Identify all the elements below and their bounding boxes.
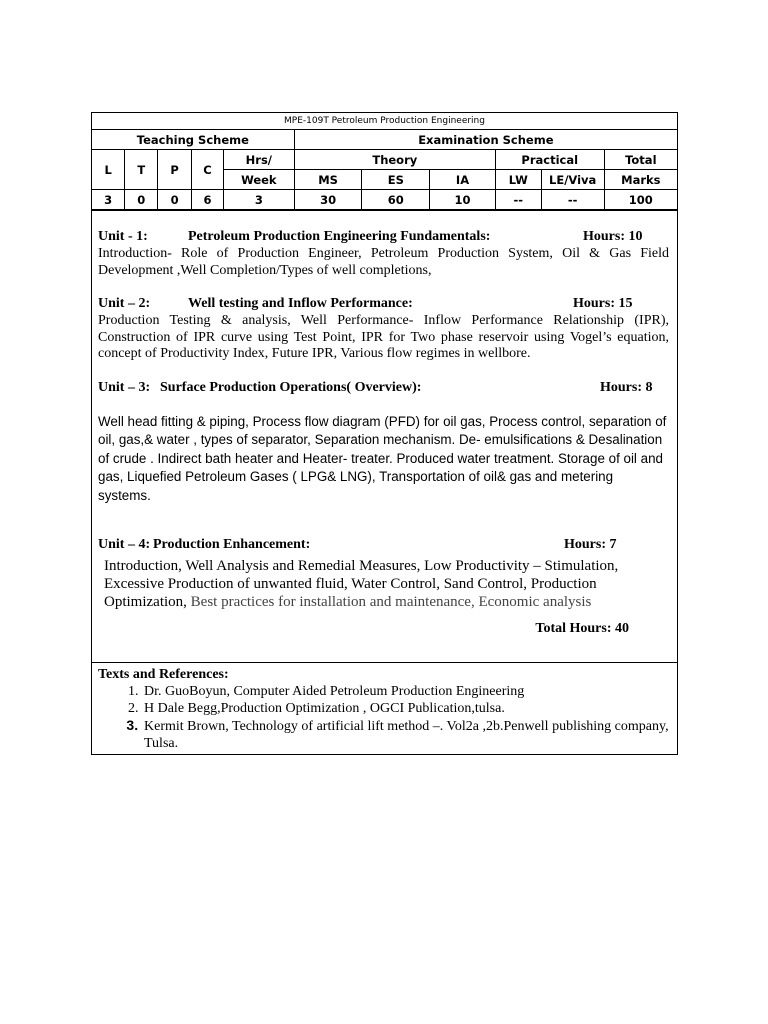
course-title: MPE-109T Petroleum Production Engineering bbox=[92, 113, 677, 130]
col-le-viva: LE/Viva bbox=[541, 170, 604, 190]
examination-scheme-header: Examination Scheme bbox=[294, 130, 677, 150]
unit-title: Surface Production Operations( Overview): bbox=[160, 379, 422, 395]
unit-label: Unit – 3: bbox=[98, 379, 151, 395]
unit-1-body: Introduction- Role of Production Engineer, Petroleum Production System, Oil & Gas Field Development ,Well Completion/Types of well completions, bbox=[98, 246, 669, 278]
unit-4-text: Introduction, Well Analysis and Remedial Measures, Low Productivity – Stimulation, Excessive Production of unwanted fluid, Water Control, Sand Control, Production Optimization, bbox=[104, 558, 619, 610]
val-p: 0 bbox=[158, 190, 192, 210]
reference-item: 2. H Dale Begg,Production Optimization , OGCI Publication,tulsa. bbox=[142, 700, 671, 717]
val-lw: -- bbox=[495, 190, 541, 210]
unit-4-body bbox=[98, 557, 669, 611]
val-le-viva: -- bbox=[541, 190, 604, 210]
col-p: P bbox=[158, 150, 192, 190]
scheme-table bbox=[92, 113, 677, 210]
col-marks: Marks bbox=[604, 170, 677, 190]
unit-hours: Hours: 7 bbox=[564, 537, 617, 552]
unit-hours: Hours: 10 bbox=[583, 229, 643, 244]
unit-hours: Hours: 15 bbox=[573, 296, 633, 311]
unit-label: Unit - 1: bbox=[98, 229, 148, 244]
col-l: L bbox=[92, 150, 125, 190]
units-section bbox=[92, 210, 677, 662]
unit-title: Petroleum Production Engineering Fundamentals: bbox=[188, 229, 491, 244]
col-theory: Theory bbox=[294, 150, 495, 170]
total-hours: Total Hours: 40 bbox=[535, 621, 629, 636]
unit-2-body: Production Testing & analysis, Well Performance- Inflow Performance Relationship (IPR), Construction of IPR curve using Test Point, IPR for Two phase reservoir using Vogel’s equation, concept of Productivity Index, Future IPR, Various flow regimes in wellbore. bbox=[98, 313, 669, 361]
references-heading: Texts and References: bbox=[98, 666, 229, 682]
unit-3-header bbox=[98, 380, 669, 397]
col-lw: LW bbox=[495, 170, 541, 190]
unit-1-header bbox=[98, 229, 669, 246]
unit-label: Unit – 4: bbox=[98, 537, 151, 552]
val-total: 100 bbox=[604, 190, 677, 210]
col-ms: MS bbox=[294, 170, 362, 190]
val-es: 60 bbox=[362, 190, 430, 210]
unit-title: Well testing and Inflow Performance: bbox=[188, 296, 413, 311]
val-hrs: 3 bbox=[223, 190, 294, 210]
val-ia: 10 bbox=[430, 190, 496, 210]
val-l: 3 bbox=[92, 190, 125, 210]
teaching-scheme-header: Teaching Scheme bbox=[92, 130, 294, 150]
unit-label: Unit – 2: bbox=[98, 296, 151, 311]
unit-2-header bbox=[98, 296, 669, 313]
col-total: Total bbox=[604, 150, 677, 170]
col-hrs: Hrs/ bbox=[223, 150, 294, 170]
references-section bbox=[92, 662, 677, 754]
reference-item: 1. Dr. GuoBoyun, Computer Aided Petroleum Production Engineering bbox=[142, 683, 671, 700]
col-practical: Practical bbox=[495, 150, 604, 170]
unit-hours: Hours: 8 bbox=[600, 379, 653, 395]
col-es: ES bbox=[362, 170, 430, 190]
val-t: 0 bbox=[125, 190, 158, 210]
col-week: Week bbox=[223, 170, 294, 190]
unit-4-header bbox=[98, 537, 669, 554]
unit-title: Production Enhancement: bbox=[153, 537, 311, 552]
col-c: C bbox=[192, 150, 224, 190]
col-t: T bbox=[125, 150, 158, 190]
val-ms: 30 bbox=[294, 190, 362, 210]
reference-item: 3. Kermit Brown, Technology of artificial lift method –. Vol2a ,2b.Penwell publishing company, Tulsa. bbox=[142, 717, 671, 752]
col-ia: IA bbox=[430, 170, 496, 190]
unit-4-text-tail: Best practices for installation and maintenance, Economic analysis bbox=[190, 594, 592, 610]
syllabus-sheet bbox=[91, 112, 678, 755]
unit-3-body: Well head fitting & piping, Process flow diagram (PFD) for oil gas, Process control, separation of oil, gas,& water , types of separator, Separation mechanism. De- emulsifications & Desalination of crude . Indirect bath heater and Heater- treater. Produced water treatment. Storage of oil and gas, Liquefied Petroleum Gases ( LPG& LNG), Transportation of oil& gas and metering systems. bbox=[98, 413, 667, 503]
references-list bbox=[98, 683, 671, 752]
val-c: 6 bbox=[192, 190, 224, 210]
